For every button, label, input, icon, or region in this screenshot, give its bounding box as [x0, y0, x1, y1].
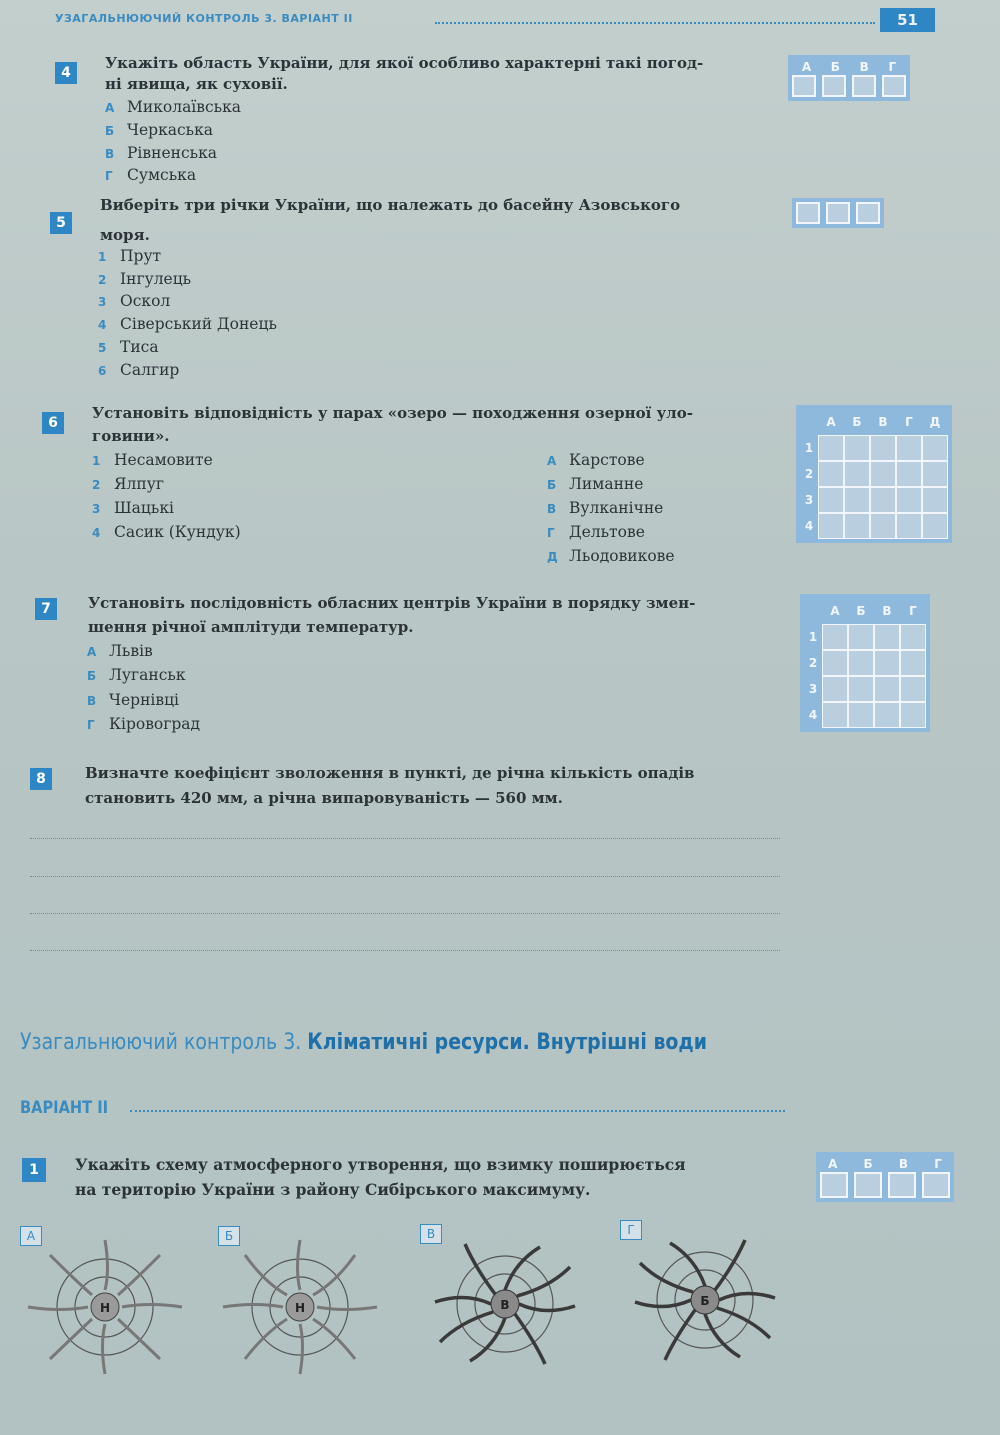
grid-cell[interactable]	[870, 461, 896, 487]
diagram-v-center: В	[500, 1298, 510, 1312]
grid-cell[interactable]	[874, 650, 900, 676]
question-6-lake: 4 Сасик (Кундук)	[92, 523, 241, 541]
diagram-g-center: Б	[700, 1294, 710, 1308]
question-6-number: 6	[42, 412, 64, 434]
grid-cell[interactable]	[848, 624, 874, 650]
question-7-number: 7	[35, 598, 57, 620]
grid-cell[interactable]	[818, 487, 844, 513]
grid-cell[interactable]	[922, 435, 948, 461]
answer-cell[interactable]	[882, 75, 906, 97]
question-5-option: 6 Салгир	[98, 361, 180, 379]
question-4-text-line2: ні явища, як суховії.	[105, 75, 288, 93]
question-7-answer-grid: А Б В Г 1 2 3 4	[800, 594, 930, 732]
question-6-text-line1: Установіть відповідність у парах «озеро — походження озерної уло-	[92, 404, 693, 422]
grid-cell[interactable]	[844, 487, 870, 513]
header-dotted-line	[435, 22, 875, 24]
answer-cell[interactable]	[852, 75, 876, 97]
running-title: УЗАГАЛЬНЮЮЧИЙ КОНТРОЛЬ 3. ВАРІАНТ II	[55, 12, 353, 25]
question-6-origin: Г Дельтове	[547, 523, 645, 541]
grid-cell[interactable]	[922, 487, 948, 513]
section-title: Узагальнюючий контроль 3. Кліматичні ресурси. Внутрішні води	[20, 1030, 707, 1055]
grid-cell[interactable]	[844, 435, 870, 461]
question-5-number: 5	[50, 212, 72, 234]
answer-cell[interactable]	[826, 202, 850, 224]
grid-cell[interactable]	[822, 650, 848, 676]
question-5-option: 3 Оскол	[98, 292, 171, 310]
answer-line[interactable]	[30, 913, 780, 914]
question-5-answer-box	[792, 198, 884, 228]
question-6-origin: Д Льодовикове	[547, 547, 675, 565]
question-1-text-line2: на територію України з району Сибірського максимуму.	[75, 1180, 591, 1199]
grid-cell[interactable]	[896, 513, 922, 539]
question-6-origin: В Вулканічне	[547, 499, 664, 517]
grid-cell[interactable]	[870, 513, 896, 539]
grid-cell[interactable]	[900, 676, 926, 702]
grid-cell[interactable]	[848, 702, 874, 728]
grid-cell[interactable]	[922, 513, 948, 539]
answer-cell[interactable]	[922, 1172, 950, 1198]
question-6-lake: 3 Шацькі	[92, 499, 174, 517]
question-7-option: Г Кіровоград	[87, 715, 201, 733]
diagram-a-center: Н	[99, 1301, 111, 1315]
grid-cell[interactable]	[874, 702, 900, 728]
question-7-text-line1: Установіть послідовність обласних центрів України в порядку змен-	[88, 594, 696, 612]
grid-cell[interactable]	[900, 624, 926, 650]
grid-cell[interactable]	[822, 676, 848, 702]
question-4-text-line1: Укажіть область України, для якої особливо характерні такі погод-	[105, 54, 704, 72]
diagram-g-label: Г	[620, 1220, 642, 1240]
answer-cell[interactable]	[820, 1172, 848, 1198]
question-5-option: 1 Прут	[98, 247, 162, 265]
question-5-option: 5 Тиса	[98, 338, 159, 356]
question-5-option: 4 Сіверський Донець	[98, 315, 277, 333]
question-4-answer-box: А Б В Г	[788, 55, 910, 101]
diagram-b-center: Н	[294, 1301, 306, 1315]
answer-cell[interactable]	[792, 75, 816, 97]
grid-cell[interactable]	[844, 513, 870, 539]
grid-cell[interactable]	[896, 487, 922, 513]
question-1-number: 1	[22, 1158, 46, 1182]
diagram-a-label: А	[20, 1226, 42, 1246]
question-8-text-line2: становить 420 мм, а річна випаровуваність — 560 мм.	[85, 789, 563, 807]
grid-cell[interactable]	[848, 676, 874, 702]
variant-dotted-line	[130, 1110, 785, 1112]
answer-line[interactable]	[30, 838, 780, 839]
grid-cell[interactable]	[848, 650, 874, 676]
answer-line[interactable]	[30, 950, 780, 951]
grid-cell[interactable]	[870, 435, 896, 461]
question-8-text-line1: Визначте коефіцієнт зволоження в пункті, де річна кількість опадів	[85, 764, 695, 782]
answer-cell[interactable]	[822, 75, 846, 97]
grid-cell[interactable]	[844, 461, 870, 487]
running-header	[55, 8, 935, 34]
question-5-text-line1: Виберіть три річки України, що належать до басейну Азовського	[100, 196, 681, 214]
question-4-option: Г Сумська	[105, 166, 197, 184]
question-6-answer-grid: А Б В Г Д 1 2 3 4	[796, 405, 952, 543]
question-5-text-line2: моря.	[100, 226, 150, 244]
grid-cell[interactable]	[900, 702, 926, 728]
diagram-b-label: Б	[218, 1226, 240, 1246]
grid-cell[interactable]	[822, 702, 848, 728]
grid-cell[interactable]	[870, 487, 896, 513]
question-4-option: В Рівненська	[105, 144, 217, 162]
grid-cell[interactable]	[822, 624, 848, 650]
question-6-origin: Б Лиманне	[547, 475, 644, 493]
anticyclone-diagram-v	[420, 1232, 590, 1377]
question-6-lake: 1 Несамовите	[92, 451, 213, 469]
question-7-option: Б Луганськ	[87, 666, 186, 684]
question-1-text-line1: Укажіть схему атмосферного утворення, що взимку поширюється	[75, 1155, 686, 1174]
answer-line[interactable]	[30, 876, 780, 877]
answer-cell[interactable]	[888, 1172, 916, 1198]
grid-cell[interactable]	[896, 435, 922, 461]
grid-cell[interactable]	[818, 461, 844, 487]
grid-cell[interactable]	[874, 624, 900, 650]
grid-cell[interactable]	[874, 676, 900, 702]
question-7-option: А Львів	[87, 642, 153, 660]
question-6-origin: А Карстове	[547, 451, 645, 469]
variant-heading: ВАРІАНТ II	[20, 1098, 109, 1118]
question-8-number: 8	[30, 768, 52, 790]
grid-cell[interactable]	[896, 461, 922, 487]
question-4-option: А Миколаївська	[105, 98, 242, 116]
question-6-text-line2: говини».	[92, 427, 170, 445]
question-7-text-line2: шення річної амплітуди температур.	[88, 618, 414, 636]
question-7-option: В Чернівці	[87, 691, 180, 709]
cyclone-diagram-a	[20, 1235, 190, 1380]
grid-cell[interactable]	[818, 513, 844, 539]
question-1-answer-box: А Б В Г	[816, 1152, 954, 1202]
cyclone-diagram-b	[215, 1235, 385, 1380]
question-6-lake: 2 Ялпуг	[92, 475, 164, 493]
anticyclone-diagram-g	[620, 1228, 790, 1373]
question-4-number: 4	[55, 62, 77, 84]
question-5-option: 2 Інгулець	[98, 270, 192, 288]
grid-cell[interactable]	[922, 461, 948, 487]
grid-cell[interactable]	[818, 435, 844, 461]
answer-cell[interactable]	[856, 202, 880, 224]
answer-cell[interactable]	[854, 1172, 882, 1198]
answer-cell[interactable]	[796, 202, 820, 224]
grid-cell[interactable]	[900, 650, 926, 676]
diagram-v-label: В	[420, 1224, 442, 1244]
question-4-option: Б Черкаська	[105, 121, 214, 139]
page-number: 51	[880, 8, 935, 32]
